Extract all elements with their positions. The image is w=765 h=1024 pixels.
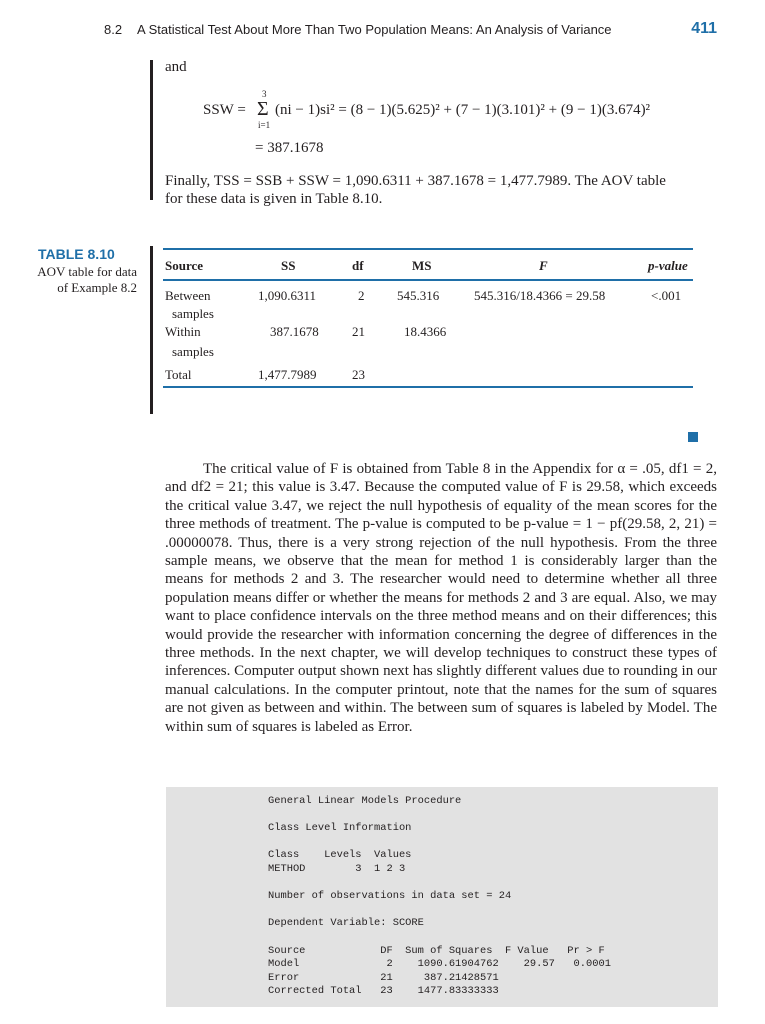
computer-output-box <box>166 787 718 1007</box>
row3-ss: 1,477.7989 <box>258 367 317 382</box>
paragraph-text: The critical value of F is obtained from Table 8 in the Appendix for α = .05, df1 = 2, and df2 = 21; this value is 3.47. Because the computed value of F is 29.58, which exceeds the critical value 3.47, we reject the null hypothesis of equality of the mean scores for the three methods of treatment. The p-value is computed to be p-value = 1 − pf(29.58, 2, 21) = .00000078. Thus, there is a very strong rejection of the null hypothesis. From the three sample means, we observe that the mean for method 1 is considerably larger than the means for methods 2 and 3. The researcher would need to determine whether all three population means differ or whether the means for methods 2 and 3 are equal. Also, we may want to place confidence intervals on the three method means and on their differences; this would provide the researcher with information concerning the degree of differences in the three methods. In the next chapter, we will develop techniques to construct these types of inferences. Computer output shown next has slightly different values due to rounding in our manual calculations. In the computer printout, note that the names for the sum of squares are not given as between and within. The between sum of squares is labeled by Model. The within sum of squares is labeled as Error. <box>165 461 717 735</box>
margin-rule-table <box>150 246 153 414</box>
running-header <box>104 22 717 42</box>
row1-source: Between <box>165 288 211 303</box>
col-header-source: Source <box>165 258 204 273</box>
table-bottom-rule <box>163 386 693 388</box>
intro-and: and <box>165 59 187 75</box>
row1-p: <.001 <box>651 288 682 303</box>
finally-line-2: for these data is given in Table 8.10. <box>165 191 383 207</box>
col-header-df: df <box>352 258 364 273</box>
caption-line-2: of Example 8.2 <box>57 280 137 295</box>
section-title: A Statistical Test About More Than Two Population Means: An Analysis of Variance <box>137 22 612 37</box>
page-number: 411 <box>691 20 717 37</box>
sum-lower: i=1 <box>258 120 271 130</box>
row3-source: Total <box>165 367 192 382</box>
row2-source: Within <box>165 324 201 339</box>
col-header-ss: SS <box>281 258 296 273</box>
body-paragraph <box>165 460 717 736</box>
sum-upper: 3 <box>262 89 267 99</box>
row1-df: 2 <box>358 288 365 303</box>
row2-ms: 18.4366 <box>404 324 447 339</box>
row1-f: 545.316/18.4366 = 29.58 <box>474 288 606 303</box>
row1-source-cont: samples <box>172 306 214 321</box>
row1-ms: 545.316 <box>397 288 440 303</box>
row2-ss: 387.1678 <box>270 324 319 339</box>
col-header-f: F <box>539 258 548 273</box>
end-of-example-marker <box>688 432 698 442</box>
row3-df: 23 <box>352 367 365 382</box>
section-number: 8.2 <box>104 22 123 37</box>
row1-ss: 1,090.6311 <box>258 288 317 303</box>
table-header-rule <box>163 279 693 281</box>
row2-source-cont: samples <box>172 344 214 359</box>
row2-df: 21 <box>352 324 365 339</box>
finally-line-1: Finally, TSS = SSB + SSW = 1,090.6311 + 387.1678 = 1,477.7989. The AOV table <box>165 173 666 189</box>
table-label: TABLE 8.10 <box>38 246 115 262</box>
ssw-result: = 387.1678 <box>255 140 324 156</box>
margin-rule-top <box>150 60 153 200</box>
table-caption <box>17 264 137 296</box>
ssw-body: (ni − 1)si² = (8 − 1)(5.625)² + (7 − 1)(3.101)² + (9 − 1)(3.674)² <box>275 102 651 118</box>
ssw-lhs: SSW = <box>203 102 246 118</box>
col-header-ms: MS <box>412 258 432 273</box>
computer-output-text: General Linear Models Procedure Class Level Information Class Levels Values METHOD 3 1 2 3 Number of observations in data set = 24 Dependent Variable: SCORE Source DF Sum of Squares F Value Pr > F Model 2 1090.61904762 29.57 0.0001 Error 21 387.21428571 Corrected Total 23 1477.83333333 <box>268 795 611 998</box>
caption-line-1: AOV table for data <box>37 264 137 279</box>
table-top-rule <box>163 248 693 250</box>
sigma-symbol: Σ <box>257 98 269 120</box>
col-header-p: p-value <box>648 258 688 273</box>
